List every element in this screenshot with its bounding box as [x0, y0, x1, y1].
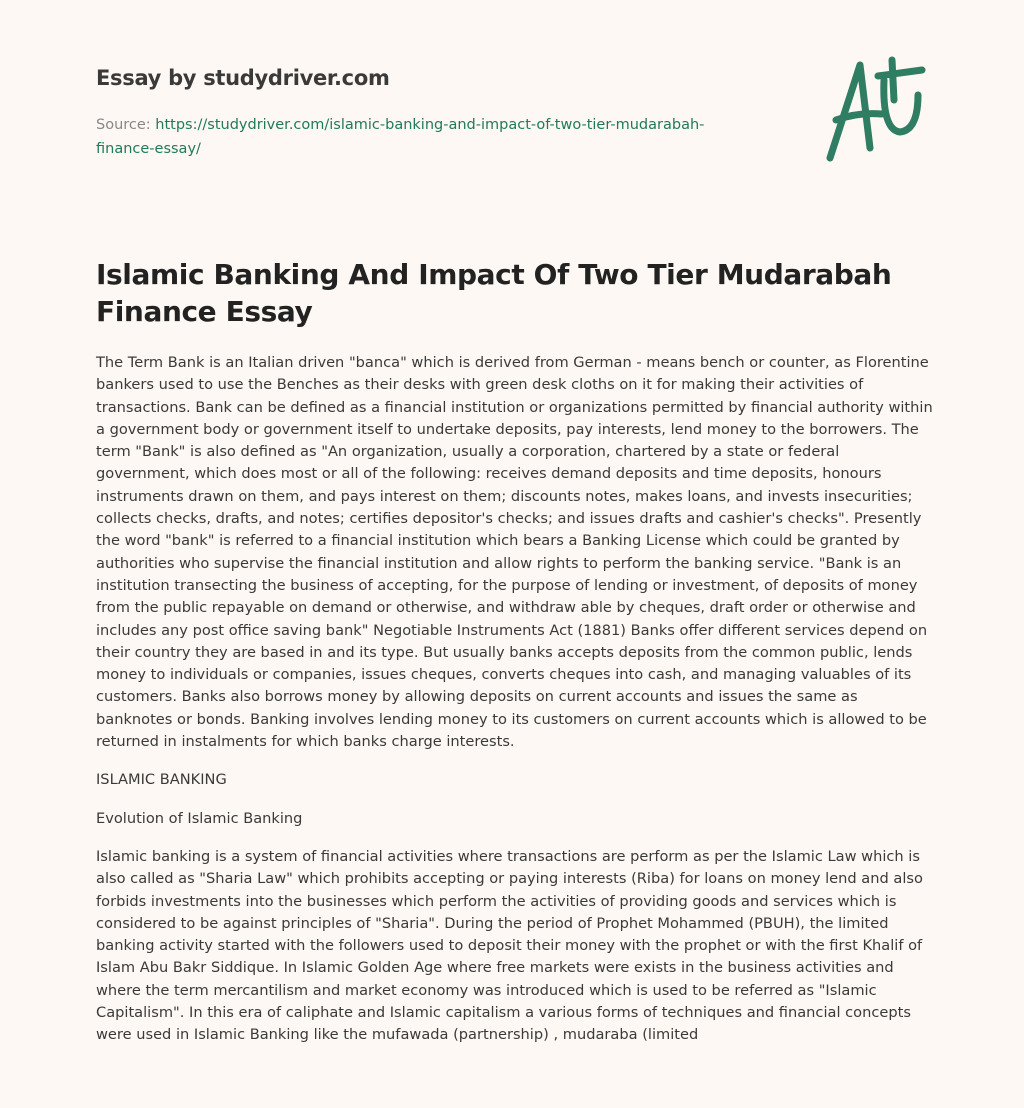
section-heading: ISLAMIC BANKING — [96, 771, 227, 789]
source-link[interactable]: https://studydriver.com/islamic-banking-and-impact-of-two-tier-mudarabah-finance-essay/ — [96, 117, 705, 157]
subsection-heading: Evolution of Islamic Banking — [96, 809, 303, 827]
source-label: Source: — [96, 117, 156, 133]
a-plus-logo-icon — [818, 40, 928, 165]
site-brand: Essay by studydriver.com — [96, 66, 390, 90]
essay-title: Islamic Banking And Impact Of Two Tier Mudarabah Finance Essay — [96, 258, 892, 328]
essay — [96, 256, 936, 1063]
paragraph: The Term Bank is an Italian driven "banca" which is derived from German - means bench or counter, as Florentine bankers used to use the Benches as their desks with green desk cloths on it for making their activities of transactions. Bank can be defined as a financial institution or organizations permitted by financial authority within a government body or government itself to undertake deposits, pay interests, lend money to the borrowers. The term "Bank" is also defined as "An organization, usually a corporation, chartered by a state or federal government, which does most or all of the following: receives demand deposits and time deposits, honours instruments drawn on them, and pays interest on them; discounts notes, makes loans, and invests insecurities; collects checks, drafts, and notes; certifies depositor's checks; and issues drafts and cashier's checks". Presently the word "bank" is referred to a financial institution which bears a Banking License which could be granted by authorities who supervise the financial institution and allow rights to perform the banking service. "Bank is an institution transecting the business of accepting, for the purpose of lending or investment, of deposits of money from the public repayable on demand or otherwise, and withdraw able by cheques, draft order or otherwise and includes any post office saving bank" Negotiable Instruments Act (1881) Banks offer different services depend on their country they are based in and its type. But usually banks accepts deposits from the common public, lends money to individuals or companies, issues cheques, converts cheques into cash, and managing valuables of its customers. Banks also borrows money by allowing deposits on current accounts and issues the same as banknotes or bonds. Banking involves lending money to its customers on current accounts which is allowed to be returned in instalments for which banks charge interests. — [96, 354, 933, 751]
essay-body — [96, 352, 936, 1047]
paragraph: Islamic banking is a system of financial activities where transactions are perform as per the Islamic Law which is also called as "Sharia Law" which prohibits accepting or paying interests (Riba) for loans on money lend and also forbids investments into the businesses which perform the activities of providing goods and services which is considered to be against principles of "Sharia". During the period of Prophet Mohammed (PBUH), the limited banking activity started with the followers used to deposit their money with the prophet or with the first Khalif of Islam Abu Bakr Siddique. In Islamic Golden Age where free markets were exists in the business activities and where the term mercantilism and market economy was introduced which is used to be referred as "Islamic Capitalism". In this era of caliphate and Islamic capitalism a various forms of techniques and financial concepts were used in Islamic Banking like the mufawada (partnership) , mudaraba (limited — [96, 847, 923, 1044]
source-line — [96, 113, 756, 161]
